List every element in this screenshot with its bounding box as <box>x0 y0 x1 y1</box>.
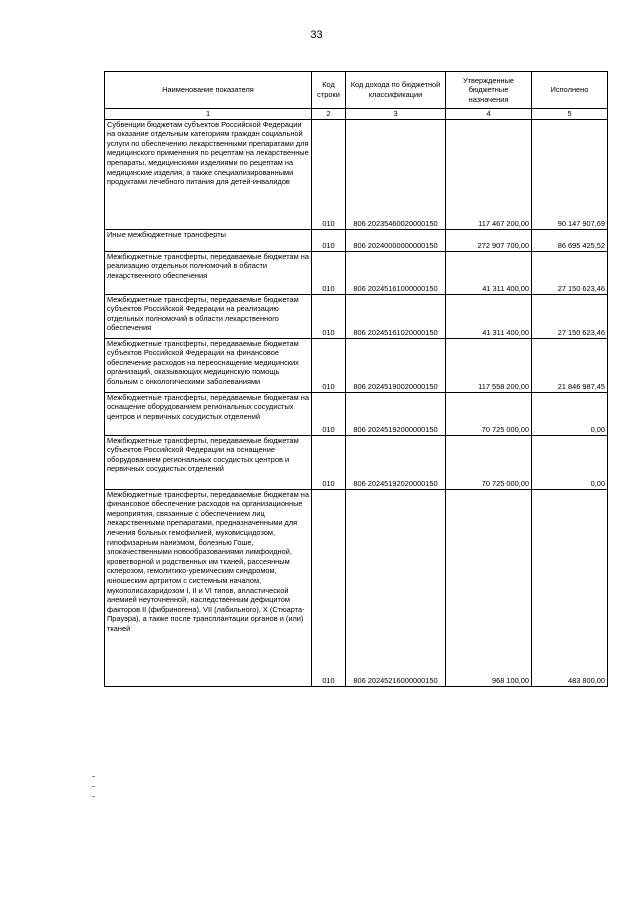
row-approved: 70 725 000,00 <box>446 392 532 435</box>
column-number: 3 <box>346 109 446 120</box>
row-name: Субвенции бюджетам субъектов Российской Федерации на оказание отдельным категориям граждан социальной услуги по обеспечению лекарственными препаратами для медицинского применения по рецептам на лекарственные препараты, медицинскими изделиями по рецептам на медицинские изделия, а также специализированными продуктами лечебного питания для детей-инвалидов <box>105 119 312 229</box>
row-executed: 21 846 987,45 <box>532 338 608 392</box>
table-row <box>105 119 608 229</box>
row-income-code: 806 20240000000000150 <box>346 229 446 251</box>
row-income-code: 806 20245192000000150 <box>346 392 446 435</box>
row-approved: 968 100,00 <box>446 489 532 686</box>
row-name: Межбюджетные трансферты, передаваемые бюджетам на оснащение оборудованием региональных сосудистых центров и первичных сосудистых отделений <box>105 392 312 435</box>
row-approved: 70 725 000,00 <box>446 435 532 489</box>
row-code: 010 <box>312 338 346 392</box>
column-header-executed: Исполнено <box>532 72 608 109</box>
column-number: 2 <box>312 109 346 120</box>
header-row <box>105 72 608 109</box>
table-row <box>105 294 608 338</box>
row-name: Иные межбюджетные трансферты <box>105 229 312 251</box>
column-number: 1 <box>105 109 312 120</box>
row-approved: 117 558 200,00 <box>446 338 532 392</box>
row-code: 010 <box>312 229 346 251</box>
row-name: Межбюджетные трансферты, передаваемые бюджетам субъектов Российской Федерации на реализацию отдельных полномочий в области лекарственного обеспечения <box>105 294 312 338</box>
table-row <box>105 251 608 294</box>
row-executed: 90 147 907,69 <box>532 119 608 229</box>
row-name: Межбюджетные трансферты, передаваемые бюджетам на финансовое обеспечение расходов на организационные мероприятия, связанные с обеспечением лиц лекарственными препаратами, предназначенными для лечения больных гемофилией, муковисцидозом, гипофизарным нанизмом, болезнью Гоше, злокачественными новообразованиями лимфоидной, кроветворной и родственных им тканей, рассеянным склерозом, гемолитико-уремическим синдромом, юношеским артритом с системным началом, мукополисахаридозом I, II и VI типов, апластической анемией неуточненной, наследственным дефицитом факторов II (фибриногена), VII (лабильного), X (Стюарта-Прауэра), а также после трансплантации органов и (или) тканей <box>105 489 312 686</box>
table-row <box>105 229 608 251</box>
column-header-approved: Утвержденные бюджетные назначения <box>446 72 532 109</box>
table-row <box>105 392 608 435</box>
row-code: 010 <box>312 392 346 435</box>
column-header-code: Код строки <box>312 72 346 109</box>
row-code: 010 <box>312 435 346 489</box>
scan-mark <box>92 786 95 787</box>
row-code: 010 <box>312 119 346 229</box>
column-number: 4 <box>446 109 532 120</box>
table-row <box>105 435 608 489</box>
column-number: 5 <box>532 109 608 120</box>
report-table <box>104 71 608 687</box>
row-name: Межбюджетные трансферты, передаваемые бюджетам на реализацию отдельных полномочий в области лекарственного обеспечения <box>105 251 312 294</box>
row-code: 010 <box>312 294 346 338</box>
row-approved: 41 311 400,00 <box>446 251 532 294</box>
column-header-name: Наименование показателя <box>105 72 312 109</box>
row-approved: 41 311 400,00 <box>446 294 532 338</box>
row-executed: 0,00 <box>532 392 608 435</box>
scan-mark <box>92 776 95 777</box>
row-name: Межбюджетные трансферты, передаваемые бюджетам субъектов Российской Федерации на оснащение оборудованием региональных сосудистых центров и первичных сосудистых отделений <box>105 435 312 489</box>
table-row <box>105 338 608 392</box>
row-name: Межбюджетные трансферты, передаваемые бюджетам субъектов Российской Федерации на финансовое обеспечение расходов на переоснащение медицинских организаций, оказывающих медицинскую помощь больным с онкологическими заболеваниями <box>105 338 312 392</box>
row-income-code: 806 20245192020000150 <box>346 435 446 489</box>
row-income-code: 806 20235460020000150 <box>346 119 446 229</box>
scan-mark <box>92 796 95 797</box>
row-income-code: 806 20245190020000150 <box>346 338 446 392</box>
row-executed: 0,00 <box>532 435 608 489</box>
row-executed: 27 150 623,46 <box>532 251 608 294</box>
page-number: 33 <box>310 29 323 41</box>
column-header-income-code: Код дохода по бюджетной классификации <box>346 72 446 109</box>
row-code: 010 <box>312 489 346 686</box>
column-number-row <box>105 109 608 120</box>
table-row <box>105 489 608 686</box>
row-approved: 117 467 200,00 <box>446 119 532 229</box>
row-executed: 86 695 425,52 <box>532 229 608 251</box>
row-code: 010 <box>312 251 346 294</box>
row-executed: 27 150 623,46 <box>532 294 608 338</box>
row-income-code: 806 20245216000000150 <box>346 489 446 686</box>
row-income-code: 806 20245161000000150 <box>346 251 446 294</box>
row-approved: 272 907 700,00 <box>446 229 532 251</box>
row-income-code: 806 20245161020000150 <box>346 294 446 338</box>
row-executed: 483 800,00 <box>532 489 608 686</box>
